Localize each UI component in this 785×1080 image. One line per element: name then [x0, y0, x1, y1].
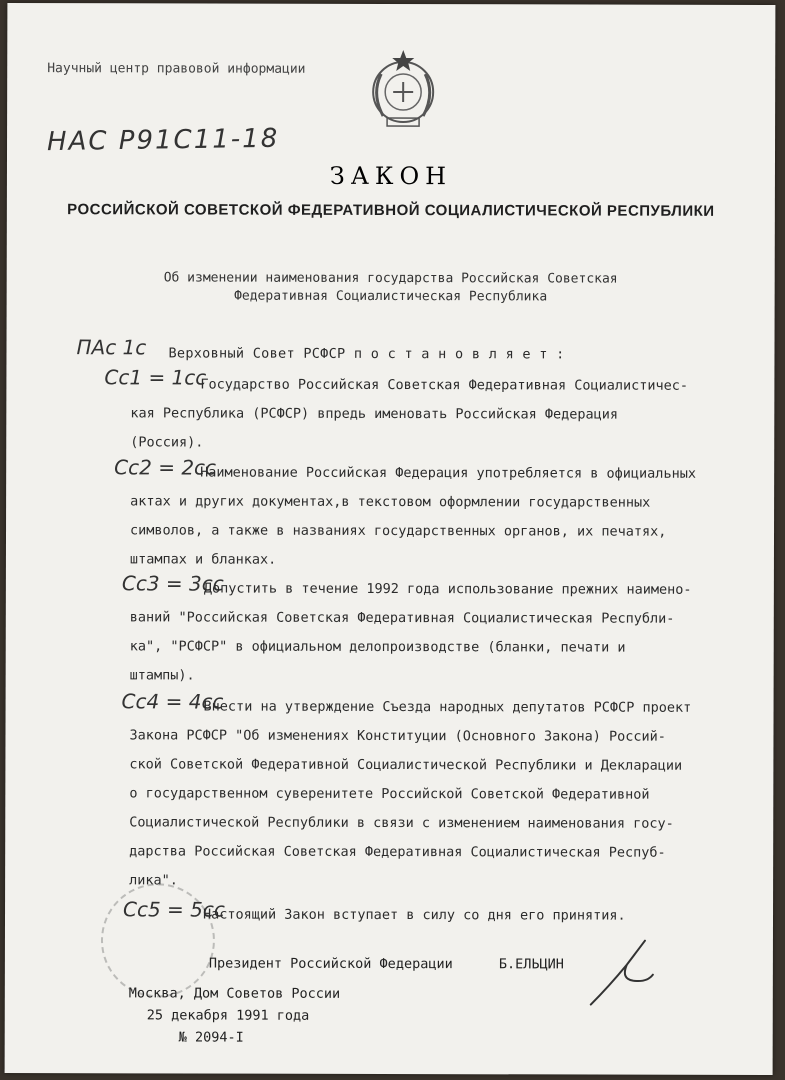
- issuing-center-label: Научный центр правовой информации: [47, 61, 306, 77]
- article-line: Закона РСФСР "Об изменениях Конституции (Основного Закона) Россий-: [129, 727, 666, 745]
- heading-line: Об изменении наименования государства Российская Советская: [163, 270, 618, 287]
- state-emblem-icon: [361, 44, 445, 134]
- article-line: о государственном суверенитете Российской Советской Федеративной: [129, 785, 650, 803]
- handwritten-signature-icon: [587, 935, 657, 1011]
- signatory-name: Б.ЕЛЬЦИН: [498, 956, 564, 973]
- article-line: Настоящий Закон вступает в силу со дня его принятия.: [202, 906, 626, 924]
- article-line: ской Советской Федеративной Социалистической Республики и Декларации: [129, 756, 683, 774]
- handwritten-article-mark: Сс3 = 3сс: [121, 571, 224, 596]
- article-line: штампах и бланках.: [129, 551, 277, 568]
- handwritten-article-mark: Сс1 = 1сс: [104, 365, 207, 390]
- article-line: актах и других документах,в текстовом оформлении государственных: [130, 493, 651, 511]
- handwritten-article-mark: Сс5 = 5сс: [122, 897, 225, 922]
- article-line: Наименование Российская Федерация употребляется в официальных: [200, 464, 696, 482]
- article-line: кая Республика (РСФСР) впредь именовать Российская Федерация: [130, 405, 619, 423]
- handwritten-article-mark: Сс4 = 4сс: [121, 689, 224, 714]
- document-subtitle: РОССИЙСКОЙ СОВЕТСКОЙ ФЕДЕРАТИВНОЙ СОЦИАЛИСТИЧЕСКОЙ РЕСПУБЛИКИ: [67, 201, 715, 220]
- article-line: ваний "Российская Советская Федеративная Социалистическая Республи-: [129, 609, 675, 627]
- handwritten-registration-note: НАС Р91С11-18: [46, 123, 280, 158]
- article-line: дарства Российская Советская Федеративная Социалистическая Респуб-: [129, 843, 666, 861]
- article-line: ка", "РСФСР" в официальном делопроизводстве (бланки, печати и: [129, 638, 626, 656]
- signing-place: Москва, Дом Советов России: [128, 985, 341, 1002]
- article-line: Государство Российская Советская Федеративная Социалистичес-: [200, 376, 689, 394]
- article-line: символов, а также в названиях государственных органов, их печатях,: [130, 522, 667, 540]
- intro-text: Верховный Совет РСФСР п о с т а н о в л я е т :: [168, 345, 565, 363]
- signatory-title: Президент Российской Федерации: [208, 955, 453, 973]
- handwritten-intro-mark: ПАс 1с: [76, 335, 147, 360]
- document-title: ЗАКОН: [329, 161, 453, 191]
- document-page: [5, 3, 776, 1075]
- law-heading: [7, 269, 775, 307]
- heading-line: Федеративная Социалистическая Республика: [234, 288, 548, 305]
- law-number: № 2094-I: [178, 1029, 244, 1046]
- article-line: штампы).: [129, 667, 195, 684]
- handwritten-article-mark: Сс2 = 2сс: [114, 455, 217, 480]
- article-line: (Россия).: [130, 434, 204, 451]
- article-line: Социалистической Республики в связи с изменением наименования госу-: [129, 814, 674, 832]
- article-line: Допустить в течение 1992 года использование прежних наимено-: [203, 580, 692, 598]
- article-line: лика".: [129, 872, 178, 889]
- article-line: Внести на утверждение Съезда народных депутатов РСФСР проект: [203, 698, 692, 716]
- signing-date: 25 декабря 1991 года: [146, 1007, 310, 1024]
